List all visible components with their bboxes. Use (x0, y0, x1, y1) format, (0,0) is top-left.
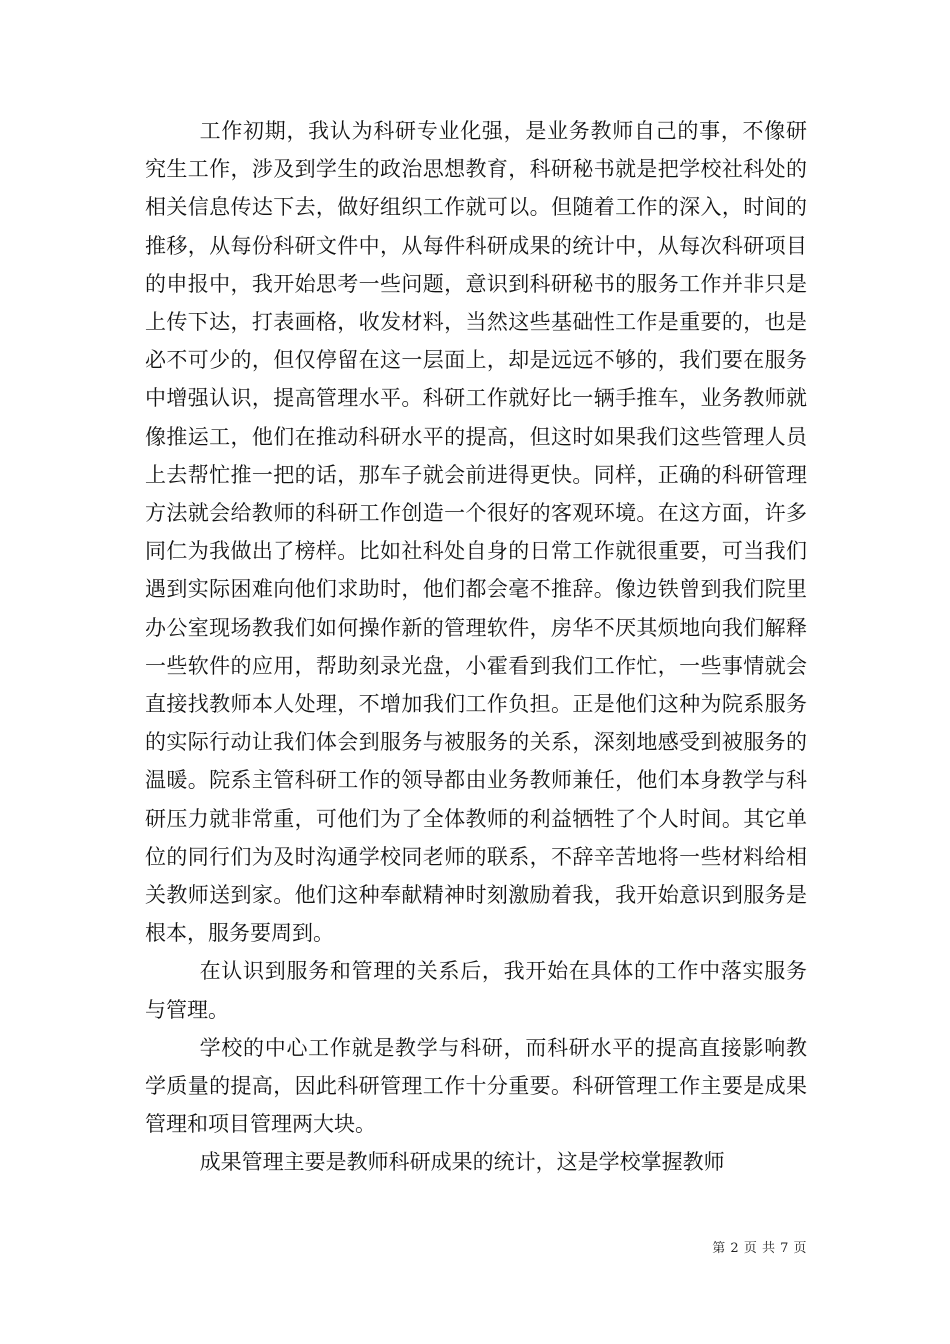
paragraph-3: 学校的中心工作就是教学与科研，而科研水平的提高直接影响教学质量的提高，因此科研管理工作十分重要。科研管理工作主要是成果管理和项目管理两大块。 (145, 1035, 807, 1137)
page-number-footer: 第 2 页 共 7 页 (712, 1241, 807, 1256)
document-body (145, 112, 807, 1182)
paragraph-2: 在认识到服务和管理的关系后，我开始在具体的工作中落实服务与管理。 (145, 959, 807, 1022)
paragraph-4: 成果管理主要是教师科研成果的统计，这是学校掌握教师 (199, 1150, 725, 1175)
paragraph-1: 工作初期，我认为科研专业化强，是业务教师自己的事，不像研究生工作，涉及到学生的政治思想教育，科研秘书就是把学校社科处的相关信息传达下去，做好组织工作就可以。但随着工作的深入，时间的推移，从每份科研文件中，从每件科研成果的统计中，从每次科研项目的申报中，我开始思考一些问题，意识到科研秘书的服务工作并非只是上传下达，打表画格，收发材料，当然这些基础性工作是重要的，也是必不可少的，但仅停留在这一层面上，却是远远不够的，我们要在服务中增强认识，提高管理水平。科研工作就好比一辆手推车，业务教师就像推运工，他们在推动科研水平的提高，但这时如果我们这些管理人员上去帮忙推一把的话，那车子就会前进得更快。同样，正确的科研管理方法就会给教师的科研工作创造一个很好的客观环境。在这方面，许多同仁为我做出了榜样。比如社科处自身的日常工作就很重要，可当我们遇到实际困难向他们求助时，他们都会毫不推辞。像边铁曾到我们院里办公室现场教我们如何操作新的管理软件，房华不厌其烦地向我们解释一些软件的应用，帮助刻录光盘，小霍看到我们工作忙，一些事情就会直接找教师本人处理，不增加我们工作负担。正是他们这种为院系服务的实际行动让我们体会到服务与被服务的关系，深刻地感受到被服务的温暖。院系主管科研工作的领导都由业务教师兼任，他们本身教学与科研压力就非常重，可他们为了全体教师的利益牺牲了个人时间。其它单位的同行们为及时沟通学校同老师的联系，不辞辛苦地将一些材料给相关教师送到家。他们这种奉献精神时刻激励着我，我开始意识到服务是根本，服务要周到。 (145, 119, 807, 946)
